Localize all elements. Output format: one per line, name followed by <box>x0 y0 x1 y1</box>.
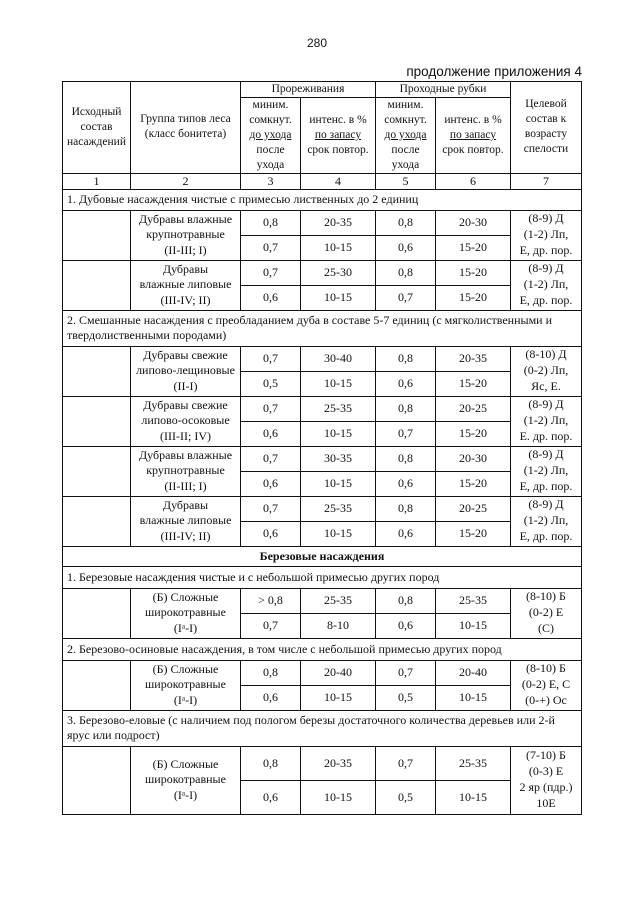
column-number-row <box>63 173 582 189</box>
composition-cell <box>63 396 131 446</box>
min-closure-value: 0,6 <box>241 285 301 310</box>
page-number: 280 <box>306 36 328 50</box>
composition-cell <box>63 260 131 310</box>
min-closure-value: 0,8 <box>376 260 436 285</box>
min-closure-value: 0,8 <box>376 346 436 371</box>
table-row <box>63 496 582 521</box>
min-closure-value: 0,8 <box>376 446 436 471</box>
intensity-value: 10-15 <box>301 371 376 396</box>
intensity-value: 10-15 <box>301 685 376 710</box>
target-composition-cell: (8-9) Д (1-2) Лп, Е, др. пор. <box>511 496 582 546</box>
min-closure-value: 0,7 <box>376 285 436 310</box>
min-closure-value: 0,6 <box>241 685 301 710</box>
intensity-value: 15-20 <box>436 285 511 310</box>
column-number: 3 <box>241 173 301 189</box>
composition-cell <box>63 346 131 396</box>
header-passage-felling: Проходные рубки <box>376 82 511 98</box>
table-row <box>63 660 582 685</box>
intensity-value: 15-20 <box>436 371 511 396</box>
intensity-value: 20-35 <box>301 210 376 235</box>
section-row <box>63 310 582 346</box>
composition-cell <box>63 746 131 814</box>
intensity-value: 20-35 <box>301 746 376 780</box>
header-min-closure: миним. сомкнут. до ухода после ухода <box>376 97 436 173</box>
intensity-value: 20-40 <box>301 660 376 685</box>
min-closure-value: 0,6 <box>376 613 436 638</box>
forest-type-cell: Дубравы влажные крупнотравные (II-III; I) <box>131 210 241 260</box>
intensity-value: 25-35 <box>436 588 511 613</box>
section-title: 3. Березово-еловые (с наличием под пологом березы достаточного количества деревьев или 2-й ярус или подрост) <box>63 710 582 746</box>
intensity-value: 15-20 <box>436 421 511 446</box>
min-closure-value: 0,7 <box>241 446 301 471</box>
intensity-value: 30-35 <box>301 446 376 471</box>
intensity-value: 10-15 <box>301 421 376 446</box>
min-closure-value: 0,6 <box>241 521 301 546</box>
min-closure-value: 0,8 <box>241 746 301 780</box>
header-forest-type-group: Группа типов леса (класс бонитета) <box>131 82 241 174</box>
intensity-value: 20-30 <box>436 446 511 471</box>
composition-cell <box>63 660 131 710</box>
forest-type-cell: Дубравы влажные липовые (III-IV; II) <box>131 260 241 310</box>
min-closure-value: 0,8 <box>241 660 301 685</box>
intensity-value: 15-20 <box>436 235 511 260</box>
intensity-value: 10-15 <box>301 235 376 260</box>
intensity-value: 25-35 <box>301 588 376 613</box>
min-closure-value: 0,8 <box>376 588 436 613</box>
table-row <box>63 396 582 421</box>
section-title: 2. Смешанные насаждения с преобладанием дуба в составе 5-7 единиц (с мягколиственными и твердолиственными породами) <box>63 310 582 346</box>
forest-type-cell: Дубравы свежие липово-лещиновые (II-I) <box>131 346 241 396</box>
intensity-value: 10-15 <box>436 613 511 638</box>
composition-cell <box>63 210 131 260</box>
min-closure-value: 0,6 <box>376 235 436 260</box>
continuation-note: продолжение приложения 4 <box>406 64 582 79</box>
min-closure-value: 0,7 <box>376 421 436 446</box>
target-composition-cell: (8-10) Б (0-2) Е, С (0-+) Ос <box>511 660 582 710</box>
table-row <box>63 346 582 371</box>
target-composition-cell: (8-9) Д (1-2) Лп, Е, др. пор. <box>511 260 582 310</box>
intensity-value: 15-20 <box>436 521 511 546</box>
table-row <box>63 446 582 471</box>
intensity-value: 25-35 <box>301 396 376 421</box>
min-closure-value: 0,7 <box>241 496 301 521</box>
table-row <box>63 210 582 235</box>
min-closure-value: 0,6 <box>241 780 301 814</box>
min-closure-value: 0,6 <box>241 421 301 446</box>
target-composition-cell: (7-10) Б (0-3) Е 2 яр (пдр.) 10Е <box>511 746 582 814</box>
intensity-value: 25-30 <box>301 260 376 285</box>
intensity-value: 15-20 <box>436 260 511 285</box>
target-composition-cell: (8-9) Д (1-2) Лп, Е, др. пор. <box>511 446 582 496</box>
column-number: 6 <box>436 173 511 189</box>
forest-type-cell: Дубравы влажные крупнотравные (II-III; I) <box>131 446 241 496</box>
intensity-value: 10-15 <box>301 285 376 310</box>
section-title: 1. Березовые насаждения чистые и с небольшой примесью других пород <box>63 566 582 588</box>
column-number: 5 <box>376 173 436 189</box>
intensity-value: 30-40 <box>301 346 376 371</box>
min-closure-value: 0,5 <box>376 685 436 710</box>
min-closure-value: 0,6 <box>376 471 436 496</box>
forest-type-cell: (Б) Сложные широкотравные (Iᵃ-I) <box>131 588 241 638</box>
intensity-value: 20-25 <box>436 396 511 421</box>
composition-cell <box>63 446 131 496</box>
intensity-value: 10-15 <box>301 521 376 546</box>
min-closure-value: 0,7 <box>241 346 301 371</box>
min-closure-value: 0,5 <box>376 780 436 814</box>
section-title: 1. Дубовые насаждения чистые с примесью лиственных до 2 единиц <box>63 189 582 210</box>
min-closure-value: 0,8 <box>376 496 436 521</box>
target-composition-cell: (8-9) Д (1-2) Лп, Е. др. пор. <box>511 396 582 446</box>
target-composition-cell: (8-10) Б (0-2) Е (С) <box>511 588 582 638</box>
column-number: 2 <box>131 173 241 189</box>
table-row <box>63 746 582 780</box>
header-original-composition: Исходный состав насаждений <box>63 82 131 174</box>
table-row <box>63 588 582 613</box>
section-row <box>63 710 582 746</box>
min-closure-value: 0,8 <box>376 396 436 421</box>
header-intensity: интенс. в % по запасу срок повтор. <box>436 97 511 173</box>
intensity-value: 25-35 <box>436 746 511 780</box>
min-closure-value: 0,8 <box>376 210 436 235</box>
target-composition-cell: (8-9) Д (1-2) Лп, Е, др. пор. <box>511 210 582 260</box>
min-closure-value: 0,7 <box>241 260 301 285</box>
forest-type-cell: (Б) Сложные широкотравные (Iᵃ-I) <box>131 746 241 814</box>
forest-type-cell: Дубравы свежие липово-осоковые (III-II; IV) <box>131 396 241 446</box>
min-closure-value: 0,6 <box>376 521 436 546</box>
composition-cell <box>63 496 131 546</box>
composition-cell <box>63 588 131 638</box>
column-number: 4 <box>301 173 376 189</box>
section-row <box>63 566 582 588</box>
target-composition-cell: (8-10) Д (0-2) Лп, Яс, Е. <box>511 346 582 396</box>
column-number: 1 <box>63 173 131 189</box>
min-closure-value: 0,7 <box>241 613 301 638</box>
min-closure-value: 0,7 <box>241 396 301 421</box>
min-closure-value: 0,5 <box>241 371 301 396</box>
header-thinning: Прореживания <box>241 82 376 98</box>
section-row <box>63 638 582 660</box>
section-row <box>63 546 582 566</box>
intensity-value: 10-15 <box>436 780 511 814</box>
intensity-value: 20-25 <box>436 496 511 521</box>
intensity-value: 25-35 <box>301 496 376 521</box>
min-closure-value: 0,7 <box>376 660 436 685</box>
intensity-value: 20-35 <box>436 346 511 371</box>
min-closure-value: 0,7 <box>376 746 436 780</box>
min-closure-value: 0,6 <box>376 371 436 396</box>
min-closure-value: 0,7 <box>241 235 301 260</box>
section-title: 2. Березово-осиновые насаждения, в том числе с небольшой примесью других пород <box>63 638 582 660</box>
forest-type-cell: (Б) Сложные широкотравные (Iᵃ-I) <box>131 660 241 710</box>
intensity-value: 20-40 <box>436 660 511 685</box>
min-closure-value: > 0,8 <box>241 588 301 613</box>
intensity-value: 10-15 <box>301 780 376 814</box>
section-heading: Березовые насаждения <box>63 546 582 566</box>
min-closure-value: 0,8 <box>241 210 301 235</box>
table-row <box>63 260 582 285</box>
header-min-closure: миним. сомкнут. до ухода после ухода <box>241 97 301 173</box>
intensity-value: 10-15 <box>301 471 376 496</box>
intensity-value: 15-20 <box>436 471 511 496</box>
section-row <box>63 189 582 210</box>
intensity-value: 8-10 <box>301 613 376 638</box>
thinning-table <box>62 81 582 815</box>
header-target-composition: Целевой состав к возрасту спелости <box>511 82 582 174</box>
min-closure-value: 0,6 <box>241 471 301 496</box>
header-row <box>63 82 582 98</box>
intensity-value: 20-30 <box>436 210 511 235</box>
column-number: 7 <box>511 173 582 189</box>
intensity-value: 10-15 <box>436 685 511 710</box>
header-intensity: интенс. в % по запасу срок повтор. <box>301 97 376 173</box>
forest-type-cell: Дубравы влажные липовые (III-IV; II) <box>131 496 241 546</box>
